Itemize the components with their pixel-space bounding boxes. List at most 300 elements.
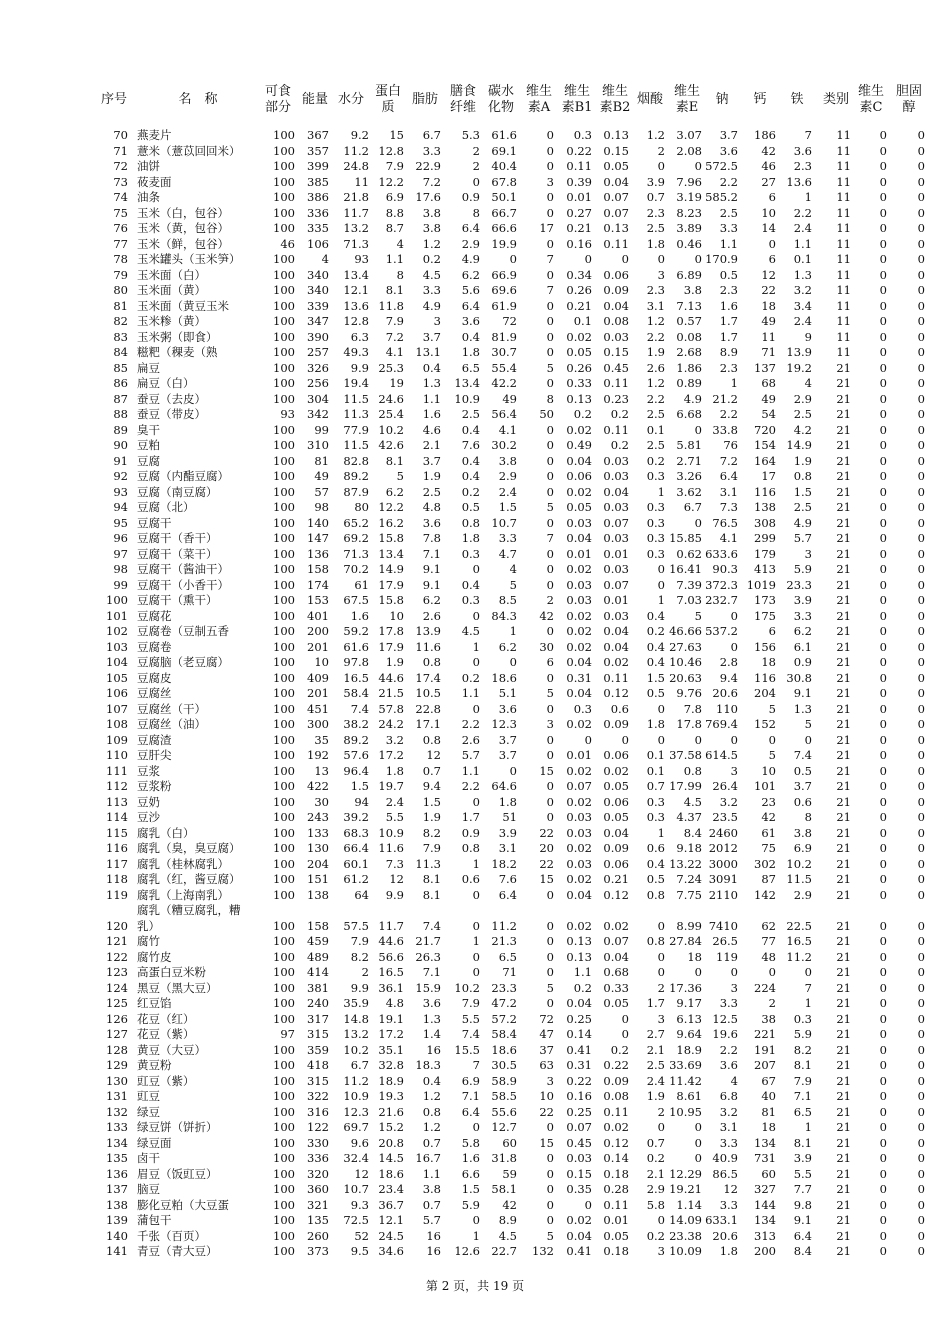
cell-cholesterol: 0 <box>917 1182 925 1196</box>
cell-category: 21 <box>836 934 851 948</box>
cell-food-name: 玉米面（白） <box>137 267 206 282</box>
cell-row-index: 115 <box>106 825 128 840</box>
cell-niacin: 2.9 <box>646 1182 665 1196</box>
cell-calcium: 204 <box>754 686 776 700</box>
cell-vitamin-b1: 0.03 <box>566 593 592 607</box>
cell-row-index: 112 <box>106 779 128 793</box>
cell-vitamin-c: 0 <box>879 422 887 437</box>
cell-water: 49.3 <box>343 345 369 359</box>
cell-edible-part: 100 <box>273 1120 295 1134</box>
cell-energy: 192 <box>307 748 329 762</box>
cell-vitamin-e: 18.9 <box>676 1042 702 1057</box>
cell-vitamin-b1: 0.02 <box>566 794 592 809</box>
cell-iron: 2.9 <box>793 391 812 406</box>
cell-category: 21 <box>836 376 851 390</box>
cell-category: 21 <box>836 1011 851 1026</box>
cell-vitamin-a: 20 <box>539 841 554 855</box>
cell-protein: 8.8 <box>385 205 404 220</box>
cell-vitamin-a: 42 <box>539 608 554 623</box>
cell-vitamin-a: 5 <box>546 360 554 375</box>
cell-iron: 14.9 <box>786 438 812 452</box>
cell-category: 21 <box>836 546 851 561</box>
cell-edible-part: 100 <box>273 329 295 344</box>
cell-iron: 3.3 <box>793 608 812 623</box>
header-edible-part: 可食 部分 <box>264 84 291 115</box>
cell-energy: 122 <box>307 1120 329 1134</box>
cell-vitamin-b1: 0.25 <box>566 1104 592 1119</box>
cell-row-index: 114 <box>106 810 128 824</box>
cell-fiber: 2.5 <box>461 407 480 421</box>
cell-carbohydrate: 3.6 <box>498 701 517 716</box>
cell-vitamin-e: 17.99 <box>669 779 702 793</box>
cell-cholesterol: 0 <box>917 1120 925 1134</box>
cell-iron: 0 <box>804 732 812 747</box>
cell-calcium: 175 <box>754 608 776 623</box>
cell-vitamin-b1: 0.04 <box>566 996 592 1010</box>
cell-vitamin-c: 0 <box>879 624 887 638</box>
cell-protein: 8.1 <box>385 283 404 297</box>
cell-water: 39.2 <box>343 810 369 824</box>
cell-cholesterol: 0 <box>917 298 925 313</box>
cell-food-name: 高蛋白豆米粉 <box>137 965 206 979</box>
cell-calcium: 179 <box>754 546 776 561</box>
cell-carbohydrate: 56.4 <box>491 407 517 421</box>
cell-food-name: 豆腐（南豆腐） <box>137 484 218 499</box>
cell-edible-part: 100 <box>273 965 295 979</box>
cell-category: 21 <box>836 562 851 576</box>
cell-food-name: 腐乳（臭，臭豆腐） <box>137 841 241 855</box>
cell-carbohydrate: 30.5 <box>491 1058 517 1072</box>
cell-sodium: 3.3 <box>719 1135 738 1150</box>
cell-iron: 2.4 <box>793 221 812 235</box>
cell-food-name: 豆腐卷 <box>137 639 172 654</box>
cell-vitamin-b2: 0.03 <box>603 608 629 623</box>
cell-vitamin-c: 0 <box>879 376 887 390</box>
cell-fiber: 0 <box>472 655 480 669</box>
cell-energy: 315 <box>307 1073 329 1088</box>
cell-niacin: 0.2 <box>646 1228 665 1243</box>
cell-sodium: 769.4 <box>705 717 738 731</box>
cell-carbohydrate: 58.9 <box>491 1073 517 1088</box>
cell-cholesterol: 0 <box>917 732 925 747</box>
header-name: 名 称 <box>178 92 218 107</box>
cell-edible-part: 100 <box>273 252 295 266</box>
cell-fat: 3.6 <box>422 996 441 1010</box>
cell-vitamin-b2: 0.04 <box>603 639 629 654</box>
cell-vitamin-b2: 0.01 <box>603 593 629 607</box>
cell-vitamin-c: 0 <box>879 546 887 561</box>
cell-fiber: 2 <box>472 159 480 173</box>
cell-vitamin-e: 9.64 <box>676 1027 702 1041</box>
cell-vitamin-c: 0 <box>879 1120 887 1134</box>
cell-iron: 2.4 <box>793 314 812 328</box>
cell-vitamin-c: 0 <box>879 748 887 762</box>
cell-fiber: 6.2 <box>461 267 480 282</box>
cell-sodium: 110 <box>716 701 738 716</box>
cell-fat: 0.8 <box>422 732 441 747</box>
cell-sodium: 0 <box>730 608 738 623</box>
cell-row-index: 76 <box>113 221 128 235</box>
cell-niacin: 2.7 <box>646 1027 665 1041</box>
cell-fiber: 1 <box>472 856 480 871</box>
cell-protein: 11.8 <box>378 298 404 313</box>
cell-protein: 36.7 <box>378 1197 404 1212</box>
cell-vitamin-a: 47 <box>539 1027 554 1041</box>
cell-vitamin-c: 0 <box>879 810 887 824</box>
cell-edible-part: 100 <box>273 469 295 483</box>
cell-fiber: 0.2 <box>461 484 480 499</box>
cell-fiber: 0 <box>472 608 480 623</box>
cell-protein: 18.9 <box>378 1073 404 1088</box>
cell-category: 21 <box>836 872 851 886</box>
cell-edible-part: 100 <box>273 515 295 530</box>
cell-niacin: 1 <box>657 593 665 607</box>
cell-niacin: 2 <box>657 1104 665 1119</box>
cell-edible-part: 100 <box>273 639 295 654</box>
cell-vitamin-b1: 0.16 <box>566 236 592 251</box>
cell-edible-part: 100 <box>273 980 295 995</box>
cell-calcium: 152 <box>754 717 776 731</box>
cell-water: 57.6 <box>343 748 369 762</box>
cell-iron: 8.1 <box>793 1135 812 1150</box>
cell-edible-part: 100 <box>273 794 295 809</box>
cell-iron: 5.9 <box>793 1027 812 1041</box>
cell-vitamin-e: 2.68 <box>676 345 702 359</box>
cell-edible-part: 100 <box>273 949 295 964</box>
cell-energy: 489 <box>307 949 329 964</box>
cell-protein: 7.3 <box>385 856 404 871</box>
cell-fat: 8.1 <box>422 887 441 902</box>
cell-sodium: 585.2 <box>705 190 738 204</box>
cell-calcium: 46 <box>761 159 776 173</box>
cell-vitamin-c: 0 <box>879 190 887 204</box>
cell-cholesterol: 0 <box>917 949 925 964</box>
cell-sodium: 40.9 <box>712 1151 738 1165</box>
cell-vitamin-c: 0 <box>879 1244 887 1258</box>
cell-category: 11 <box>836 143 851 158</box>
cell-energy: 326 <box>307 360 329 375</box>
cell-fat: 17.4 <box>415 670 441 685</box>
cell-energy: 385 <box>307 174 329 189</box>
cell-vitamin-e: 0.89 <box>676 376 702 390</box>
cell-fiber: 5.7 <box>461 748 480 762</box>
cell-fiber: 6.9 <box>461 1073 480 1088</box>
cell-fiber: 7.1 <box>461 1089 480 1103</box>
cell-energy: 138 <box>307 887 329 902</box>
cell-cholesterol: 0 <box>917 174 925 189</box>
cell-vitamin-c: 0 <box>879 500 887 514</box>
cell-vitamin-a: 0 <box>546 701 554 716</box>
cell-vitamin-a: 5 <box>546 500 554 514</box>
cell-energy: 204 <box>307 856 329 871</box>
cell-energy: 330 <box>307 1135 329 1150</box>
cell-food-name: 豆腐丝 <box>137 686 172 700</box>
cell-fiber: 2.2 <box>461 779 480 793</box>
cell-niacin: 0.4 <box>646 608 665 623</box>
cell-vitamin-b1: 0.04 <box>566 887 592 902</box>
cell-water: 12.1 <box>343 283 369 297</box>
cell-carbohydrate: 3.3 <box>498 531 517 545</box>
cell-cholesterol: 0 <box>917 546 925 561</box>
cell-calcium: 0 <box>768 965 776 979</box>
cell-protein: 13.4 <box>378 546 404 561</box>
cell-fat: 1.9 <box>422 469 441 483</box>
cell-protein: 24.2 <box>378 717 404 731</box>
cell-category: 21 <box>836 1089 851 1103</box>
cell-edible-part: 100 <box>273 748 295 762</box>
cell-iron: 6.4 <box>793 1228 812 1243</box>
cell-vitamin-a: 0 <box>546 624 554 638</box>
cell-vitamin-a: 0 <box>546 190 554 204</box>
cell-vitamin-b2: 0.06 <box>603 748 629 762</box>
cell-protein: 14.5 <box>378 1151 404 1165</box>
cell-category: 11 <box>836 267 851 282</box>
cell-water: 13.2 <box>343 221 369 235</box>
cell-iron: 0.6 <box>793 794 812 809</box>
cell-iron: 2.9 <box>793 887 812 902</box>
cell-row-index: 90 <box>113 438 128 452</box>
cell-vitamin-b1: 0.07 <box>566 779 592 793</box>
cell-row-index: 131 <box>106 1089 128 1103</box>
cell-sodium: 2.2 <box>719 174 738 189</box>
cell-protein: 2.4 <box>385 794 404 809</box>
cell-vitamin-c: 0 <box>879 639 887 654</box>
cell-vitamin-e: 9.17 <box>676 996 702 1010</box>
cell-energy: 409 <box>307 670 329 685</box>
cell-protein: 44.6 <box>378 670 404 685</box>
cell-water: 69.7 <box>343 1120 369 1134</box>
cell-calcium: 68 <box>761 376 776 390</box>
cell-vitamin-b2: 0.13 <box>603 128 629 142</box>
cell-calcium: 302 <box>754 856 776 871</box>
cell-vitamin-e: 3.19 <box>676 190 702 204</box>
header-cholesterol: 胆固 醇 <box>895 84 922 115</box>
cell-calcium: 116 <box>754 484 776 499</box>
cell-energy: 130 <box>307 841 329 855</box>
cell-carbohydrate: 2.9 <box>498 469 517 483</box>
cell-edible-part: 100 <box>273 856 295 871</box>
cell-edible-part: 100 <box>273 887 295 902</box>
cell-iron: 8.2 <box>793 1042 812 1057</box>
cell-sodium: 1.6 <box>719 298 738 313</box>
cell-vitamin-a: 0 <box>546 1182 554 1196</box>
cell-niacin: 2.2 <box>646 391 665 406</box>
cell-edible-part: 100 <box>273 918 295 933</box>
cell-category: 21 <box>836 500 851 514</box>
cell-sodium: 3.1 <box>719 1120 738 1134</box>
cell-food-name: 绿豆 <box>137 1104 160 1119</box>
cell-vitamin-c: 0 <box>879 298 887 313</box>
cell-iron: 1 <box>804 1120 812 1134</box>
cell-vitamin-e: 3.07 <box>676 128 702 142</box>
cell-energy: 316 <box>307 1104 329 1119</box>
cell-food-name: 豆腐干（香干） <box>137 531 218 545</box>
cell-calcium: 731 <box>754 1151 776 1165</box>
cell-vitamin-a: 22 <box>539 825 554 840</box>
cell-vitamin-e: 13.22 <box>669 856 702 871</box>
cell-vitamin-e: 0 <box>694 515 702 530</box>
cell-food-name: 豆腐 <box>137 453 160 468</box>
cell-edible-part: 100 <box>273 438 295 452</box>
cell-vitamin-b2: 0.07 <box>603 190 629 204</box>
cell-vitamin-a: 0 <box>546 779 554 793</box>
cell-protein: 17.9 <box>378 639 404 654</box>
cell-vitamin-e: 10.09 <box>669 1244 702 1258</box>
cell-energy: 10 <box>314 655 329 669</box>
cell-edible-part: 100 <box>273 825 295 840</box>
cell-carbohydrate: 61.9 <box>491 298 517 313</box>
cell-water: 13.4 <box>343 267 369 282</box>
cell-water: 89.2 <box>343 732 369 747</box>
cell-niacin: 0.2 <box>646 1151 665 1165</box>
cell-vitamin-b1: 0.03 <box>566 856 592 871</box>
cell-fiber: 10.9 <box>454 391 480 406</box>
cell-category: 21 <box>836 407 851 421</box>
cell-vitamin-c: 0 <box>879 1027 887 1041</box>
cell-iron: 1 <box>804 996 812 1010</box>
cell-vitamin-e: 6.89 <box>676 267 702 282</box>
cell-sodium: 2.3 <box>719 360 738 375</box>
cell-vitamin-c: 0 <box>879 143 887 158</box>
cell-edible-part: 100 <box>273 1089 295 1103</box>
header-energy: 能量 <box>301 92 328 107</box>
cell-carbohydrate: 4.5 <box>498 1228 517 1243</box>
cell-fat: 17.1 <box>415 717 441 731</box>
cell-vitamin-a: 0 <box>546 205 554 220</box>
cell-category: 21 <box>836 655 851 669</box>
cell-water: 9.2 <box>350 128 369 142</box>
cell-category: 21 <box>836 1197 851 1212</box>
cell-niacin: 1.9 <box>646 1089 665 1103</box>
cell-fiber: 1.7 <box>461 810 480 824</box>
cell-water: 58.4 <box>343 686 369 700</box>
cell-fiber: 5.9 <box>461 1197 480 1212</box>
cell-food-name: 豆肝尖 <box>137 748 172 762</box>
cell-calcium: 40 <box>761 1089 776 1103</box>
cell-niacin: 1.2 <box>646 376 665 390</box>
cell-carbohydrate: 49 <box>502 391 517 406</box>
cell-fat: 0.2 <box>422 252 441 266</box>
cell-category: 21 <box>836 1120 851 1134</box>
cell-vitamin-a: 50 <box>539 407 554 421</box>
cell-edible-part: 100 <box>273 422 295 437</box>
cell-cholesterol: 0 <box>917 608 925 623</box>
cell-food-name: 膨化豆粕（大豆蛋 <box>137 1197 229 1212</box>
cell-vitamin-b1: 0.3 <box>573 128 592 142</box>
cell-sodium: 20.6 <box>712 1228 738 1243</box>
cell-protein: 56.6 <box>378 949 404 964</box>
cell-vitamin-b2: 0.05 <box>603 159 629 173</box>
cell-vitamin-b2: 0.08 <box>603 314 629 328</box>
cell-edible-part: 100 <box>273 531 295 545</box>
cell-sodium: 2460 <box>708 825 738 840</box>
cell-vitamin-b2: 0.01 <box>603 1213 629 1227</box>
cell-protein: 5 <box>396 469 404 483</box>
cell-vitamin-a: 7 <box>546 252 554 266</box>
cell-calcium: 5 <box>768 748 776 762</box>
cell-food-name: 豆腐丝（干） <box>137 701 206 716</box>
cell-row-index: 132 <box>106 1104 128 1119</box>
cell-energy: 336 <box>307 205 329 220</box>
cell-vitamin-b1: 0.02 <box>566 624 592 638</box>
cell-row-index: 135 <box>106 1151 128 1165</box>
cell-iron: 0.3 <box>793 1011 812 1026</box>
cell-sodium: 372.3 <box>705 577 738 592</box>
cell-water: 2 <box>361 965 369 979</box>
cell-fiber: 1.1 <box>461 686 480 700</box>
cell-protein: 4 <box>396 236 404 251</box>
cell-category: 21 <box>836 515 851 530</box>
cell-food-name: 花豆（红） <box>137 1011 195 1026</box>
cell-vitamin-c: 0 <box>879 314 887 328</box>
cell-row-index: 138 <box>106 1197 128 1212</box>
cell-cholesterol: 0 <box>917 655 925 669</box>
cell-water: 94 <box>354 794 369 809</box>
cell-calcium: 134 <box>754 1213 776 1227</box>
cell-vitamin-b1: 0.2 <box>573 407 592 421</box>
cell-vitamin-b2: 0.28 <box>603 1182 629 1196</box>
cell-food-name: 腐竹 <box>137 934 160 948</box>
cell-iron: 5 <box>804 717 812 731</box>
cell-water: 9.3 <box>350 1197 369 1212</box>
cell-food-name: 豆奶 <box>137 794 160 809</box>
cell-calcium: 14 <box>761 221 776 235</box>
cell-energy: 201 <box>307 686 329 700</box>
cell-iron: 6.2 <box>793 624 812 638</box>
cell-category: 21 <box>836 453 851 468</box>
cell-food-name: 豆腐丝（油） <box>137 717 206 731</box>
cell-row-index: 105 <box>106 670 128 685</box>
cell-protein: 10.2 <box>378 422 404 437</box>
cell-vitamin-b2: 0.07 <box>603 577 629 592</box>
cell-niacin: 3.9 <box>646 174 665 189</box>
cell-vitamin-b1: 0.02 <box>566 717 592 731</box>
cell-cholesterol: 0 <box>917 438 925 452</box>
cell-carbohydrate: 30.2 <box>491 438 517 452</box>
cell-water: 11.2 <box>343 1073 369 1088</box>
cell-vitamin-a: 22 <box>539 1104 554 1119</box>
cell-iron: 7.9 <box>793 1073 812 1088</box>
cell-food-name: 豇豆（紫） <box>137 1073 195 1088</box>
cell-water: 11.5 <box>343 438 369 452</box>
cell-carbohydrate: 1 <box>509 624 517 638</box>
cell-water: 67.5 <box>343 593 369 607</box>
cell-carbohydrate: 22.7 <box>491 1244 517 1258</box>
cell-niacin: 3 <box>657 267 665 282</box>
cell-fiber: 1.1 <box>461 763 480 778</box>
cell-niacin: 1.7 <box>646 996 665 1010</box>
cell-vitamin-a: 63 <box>539 1058 554 1072</box>
cell-vitamin-b2: 0.2 <box>610 407 629 421</box>
cell-water: 52 <box>354 1228 369 1243</box>
cell-iron: 3.7 <box>793 779 812 793</box>
cell-niacin: 0.5 <box>646 686 665 700</box>
cell-vitamin-e: 7.13 <box>676 298 702 313</box>
cell-vitamin-b1: 0.06 <box>566 469 592 483</box>
cell-vitamin-b1: 0.02 <box>566 918 592 933</box>
cell-niacin: 0 <box>657 1120 665 1134</box>
cell-vitamin-c: 0 <box>879 980 887 995</box>
cell-row-index: 107 <box>106 701 128 716</box>
cell-row-index: 121 <box>106 934 128 948</box>
cell-sodium: 633.1 <box>705 1213 738 1227</box>
cell-vitamin-c: 0 <box>879 1073 887 1088</box>
cell-vitamin-c: 0 <box>879 1104 887 1119</box>
cell-vitamin-e: 19.21 <box>669 1182 702 1196</box>
cell-row-index: 94 <box>113 500 128 514</box>
cell-row-index: 120 <box>106 918 128 933</box>
cell-food-name: 薏米（薏苡回回米） <box>137 143 241 158</box>
